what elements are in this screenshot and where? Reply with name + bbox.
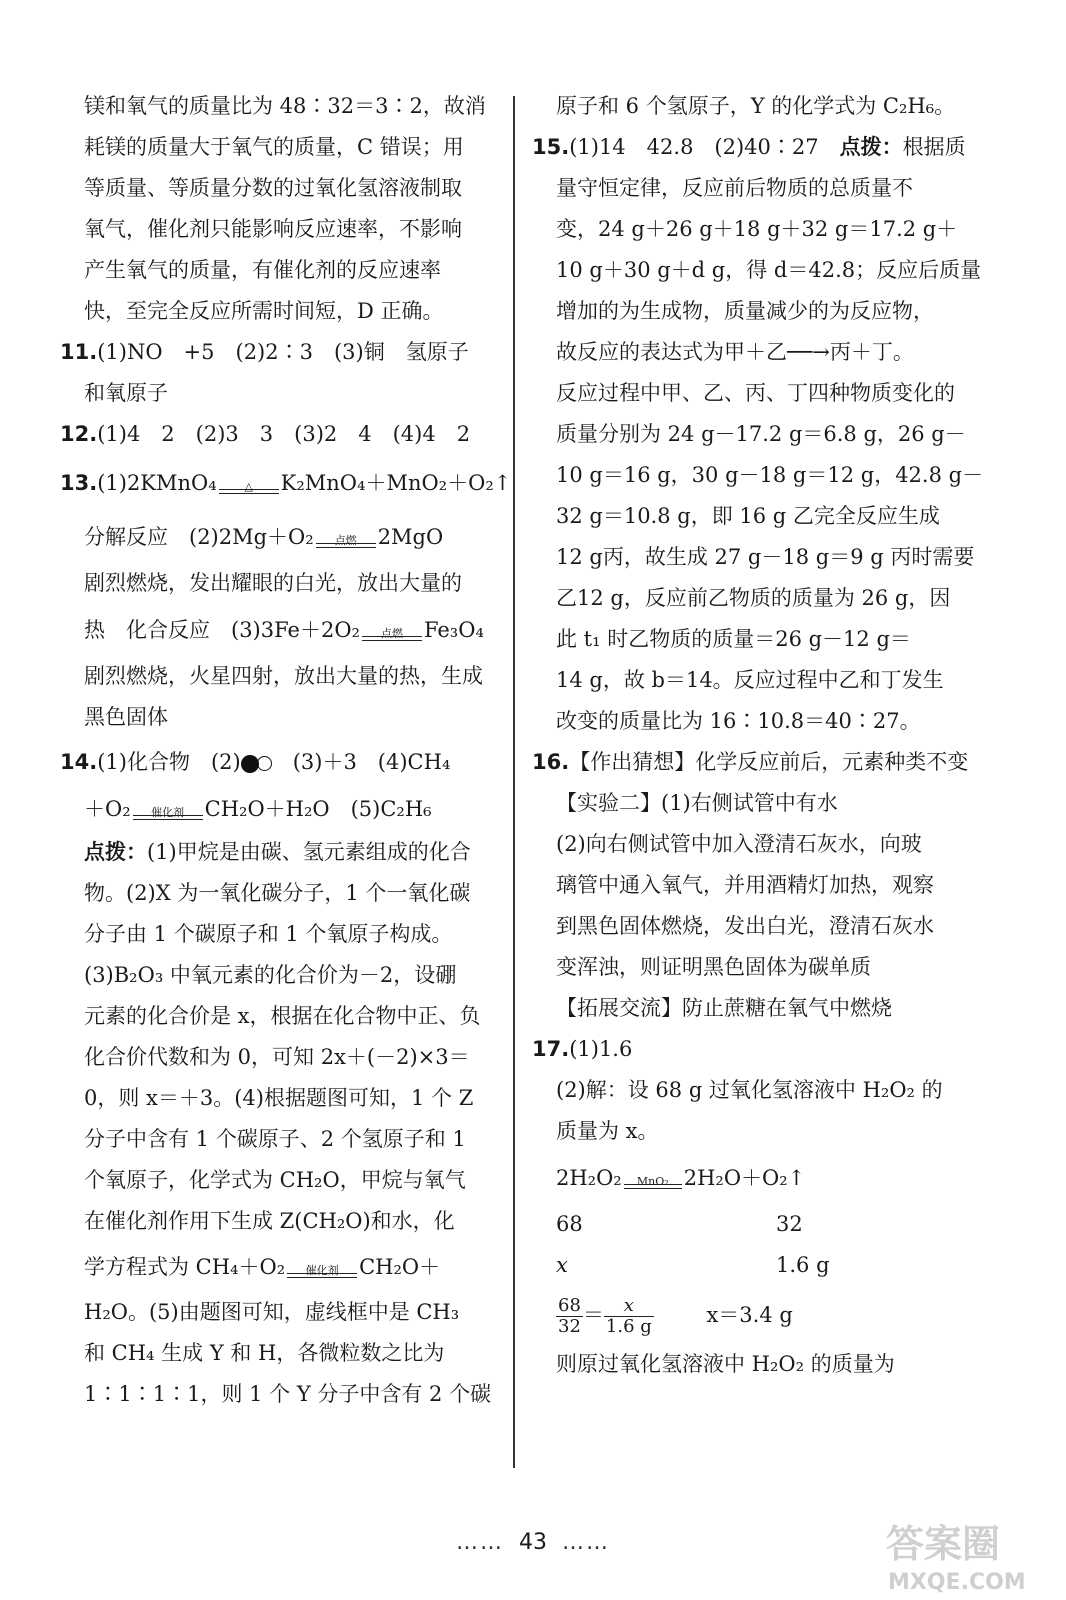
text-line: 产生氧气的质量，有催化剂的反应速率 [84, 258, 441, 282]
question-number: 16. [532, 750, 570, 774]
ratio-line [532, 1286, 972, 1344]
text-line: 故反应的表达式为甲＋乙──→丙＋丁。 [556, 340, 914, 364]
answer-text: (1)14 42.8 (2)40∶27 [569, 135, 840, 159]
denominator: 1.6 g [605, 1316, 652, 1337]
reaction-arrow [316, 535, 376, 554]
reaction-condition: MnO₂ [636, 1175, 669, 1188]
answer-text: (1)1.6 [569, 1037, 633, 1061]
equation-left: 2H₂O₂ [556, 1166, 622, 1190]
equation-left: 学方程式为 CH₄＋O₂ [84, 1255, 286, 1279]
svg-text:答案圈: 答案圈 [886, 1522, 1001, 1566]
text-line: 等质量、等质量分数的过氧化氢溶液制取 [84, 176, 462, 200]
text-line: 质量为 x。 [556, 1119, 659, 1143]
reaction-arrow [624, 1176, 682, 1195]
text-line [60, 604, 500, 656]
text-line: 分子中含有 1 个碳原子、2 个氢原子和 1 [84, 1127, 466, 1151]
answer-text: (1)化合物 (2) [97, 750, 241, 774]
text-line: 质量分别为 24 g－17.2 g＝6.8 g，26 g－ [556, 422, 966, 446]
text-line: 10 g＝16 g，30 g－18 g＝12 g，42.8 g－ [556, 463, 984, 487]
text-line: 乙12 g，反应前乙物质的质量为 26 g，因 [556, 586, 951, 610]
watermark-logo [878, 1515, 1053, 1595]
answer-text: 根据质 [902, 135, 966, 159]
mass-row [532, 1204, 972, 1245]
answer-text: (1)4 2 (2)3 3 (3)2 4 (4)4 2 [97, 422, 471, 446]
text-line: 璃管中通入氧气，并用酒精灯加热，观察 [556, 873, 934, 897]
equation-left: (1)2KMnO₄ [97, 471, 217, 495]
given-mass: 1.6 g [776, 1253, 830, 1277]
column-divider [513, 96, 515, 1468]
text-line: 10 g＋30 g＋d g，得 d＝42.8；反应后质量 [556, 258, 982, 282]
equation-left: 分解反应 (2)2Mg＋O₂ [84, 525, 314, 549]
text-line: 变，24 g＋26 g＋18 g＋32 g＝17.2 g＋ [556, 217, 958, 241]
text-line: 反应过程中甲、乙、丙、丁四种物质变化的 [556, 381, 955, 405]
page-number: 43 [519, 1530, 547, 1555]
text-line: 物。(2)X 为一氧化碳分子，1 个一氧化碳 [84, 881, 471, 905]
text-line: 分子由 1 个碳原子和 1 个氧原子构成。 [84, 922, 453, 946]
text-line: 1∶1∶1∶1，则 1 个 Y 分子中含有 2 个碳 [84, 1382, 492, 1406]
text-line [60, 786, 500, 832]
text-line: 在催化剂作用下生成 Z(CH₂O)和水，化 [84, 1209, 455, 1233]
answer-text: (3)＋3 (4)CH₄ [271, 750, 451, 774]
reaction-condition: 点燃 [334, 534, 357, 547]
equals-sign: ＝ [582, 1303, 604, 1327]
text-line: 到黑色固体燃烧，发出白光，澄清石灰水 [556, 914, 934, 938]
text-line: 镁和氧气的质量比为 48∶32＝3∶2，故消 [84, 94, 486, 118]
text-line: 32 g＝10.8 g，即 16 g 乙完全反应生成 [556, 504, 940, 528]
question-11 [60, 332, 500, 373]
question-number: 14. [60, 750, 98, 774]
text-line: 则原过氧化氢溶液中 H₂O₂ 的质量为 [556, 1352, 895, 1376]
text-line: (2)解：设 68 g 过氧化氢溶液中 H₂O₂ 的 [556, 1078, 943, 1102]
text-line: 【实验二】(1)右侧试管中有水 [556, 791, 838, 815]
equation-line [532, 1152, 972, 1204]
text-line: 【拓展交流】防止蔗糖在氧气中燃烧 [556, 996, 892, 1020]
text-line: 氧气，催化剂只能影响反应速率，不影响 [84, 217, 462, 241]
text-line: 原子和 6 个氢原子，Y 的化学式为 C₂H₆。 [556, 94, 956, 118]
question-16 [532, 742, 972, 783]
text-line: 剧烈燃烧，火星四射，放出大量的热，生成 [84, 664, 483, 688]
question-number: 11. [60, 340, 98, 364]
reaction-condition: △ [244, 480, 253, 493]
svg-text:MXQE.COM: MXQE.COM [888, 1570, 1026, 1595]
right-column [532, 86, 984, 1385]
reaction-arrow [362, 628, 422, 647]
text-line: (2)向右侧试管中加入澄清石灰水，向玻 [556, 832, 922, 856]
mass-row [532, 1245, 972, 1286]
text-line [60, 1242, 500, 1292]
equation-left: 热 化合反应 (3)3Fe＋2O₂ [84, 618, 360, 642]
text-line: 量守恒定律，反应前后物质的总质量不 [556, 176, 913, 200]
reaction-arrow [219, 481, 279, 500]
text-line: 12 g丙，故生成 27 g－18 g＝9 g 丙时需要 [556, 545, 975, 569]
equation-left: ＋O₂ [84, 797, 131, 821]
fraction [604, 1296, 654, 1337]
question-number: 13. [60, 471, 98, 495]
text-line: (3)B₂O₃ 中氧元素的化合价为－2，设硼 [84, 963, 457, 987]
answer-text: (1)甲烷是由碳、氢元素组成的化合 [147, 840, 471, 864]
answer-text: 【作出猜想】化学反应前后，元素种类不变 [569, 750, 969, 774]
left-column [60, 86, 512, 1415]
denominator: 32 [558, 1316, 581, 1337]
text-line [60, 511, 500, 563]
answer-text: (1)NO +5 (2)2∶3 (3)铜 氢原子 [97, 340, 469, 364]
numerator: 68 [558, 1295, 581, 1316]
question-14 [60, 738, 500, 786]
equation-right: CH₂O＋H₂O (5)C₂H₆ [204, 797, 432, 821]
molar-mass: 68 [556, 1212, 583, 1236]
text-line: 增加的为生成物，质量减少的为反应物， [556, 299, 934, 323]
text-line: 和 CH₄ 生成 Y 和 H，各微粒数之比为 [84, 1341, 445, 1365]
equation-right: 2H₂O＋O₂↑ [683, 1166, 806, 1190]
text-line: 变浑浊，则证明黑色固体为碳单质 [556, 955, 871, 979]
reaction-arrow [287, 1265, 357, 1284]
text-line: 快，至完全反应所需时间短，D 正确。 [84, 299, 444, 323]
reaction-condition: 催化剂 [151, 806, 185, 819]
reaction-condition: 催化剂 [305, 1264, 339, 1277]
text-line: 14 g，故 b＝14。反应过程中乙和丁发生 [556, 668, 944, 692]
equation-right: K₂MnO₄＋MnO₂＋O₂↑ [280, 471, 512, 495]
text-line: 元素的化合价是 x，根据在化合物中正、负 [84, 1004, 481, 1028]
question-number: 17. [532, 1037, 570, 1061]
unknown-var: x [556, 1253, 568, 1277]
result: x＝3.4 g [706, 1303, 793, 1327]
equation-right: CH₂O＋ [359, 1255, 441, 1279]
reaction-arrow [133, 807, 203, 826]
equation-right: 2MgO [377, 525, 444, 549]
text-line: 0，则 x＝＋3。(4)根据题图可知，1 个 Z [84, 1086, 474, 1110]
text-line [60, 832, 500, 873]
hint-label: 点拨： [84, 840, 147, 864]
molar-mass: 32 [776, 1212, 803, 1236]
footer-dots: …… [562, 1530, 610, 1555]
text-line: 此 t₁ 时乙物质的质量＝26 g－12 g＝ [556, 627, 911, 651]
text-line: 改变的质量比为 16∶10.8＝40∶27。 [556, 709, 921, 733]
reaction-condition: 点燃 [380, 627, 403, 640]
text-line: 剧烈燃烧，发出耀眼的白光，放出大量的 [84, 571, 462, 595]
numerator: x [604, 1296, 654, 1317]
question-13 [60, 455, 512, 511]
hint-label: 点拨： [839, 135, 903, 159]
question-number: 12. [60, 422, 98, 446]
text-line: 化合价代数和为 0，可知 2x＋(－2)×3＝ [84, 1045, 470, 1069]
question-number: 15. [532, 135, 570, 159]
text-line: H₂O。(5)由题图可知，虚线框中是 CH₃ [84, 1300, 460, 1324]
text-line: 和氧原子 [84, 381, 168, 405]
footer-dots: …… [456, 1530, 504, 1555]
oxygen-atom-icon [257, 756, 272, 771]
text-line: 耗镁的质量大于氧气的质量，C 错误；用 [84, 135, 464, 159]
fraction [556, 1296, 583, 1337]
question-17 [532, 1029, 972, 1070]
question-15 [532, 127, 972, 168]
question-12 [60, 414, 500, 455]
equation-right: Fe₃O₄ [423, 618, 484, 642]
text-line: 个氧原子，化学式为 CH₂O，甲烷与氧气 [84, 1168, 466, 1192]
text-line: 黑色固体 [84, 705, 168, 729]
